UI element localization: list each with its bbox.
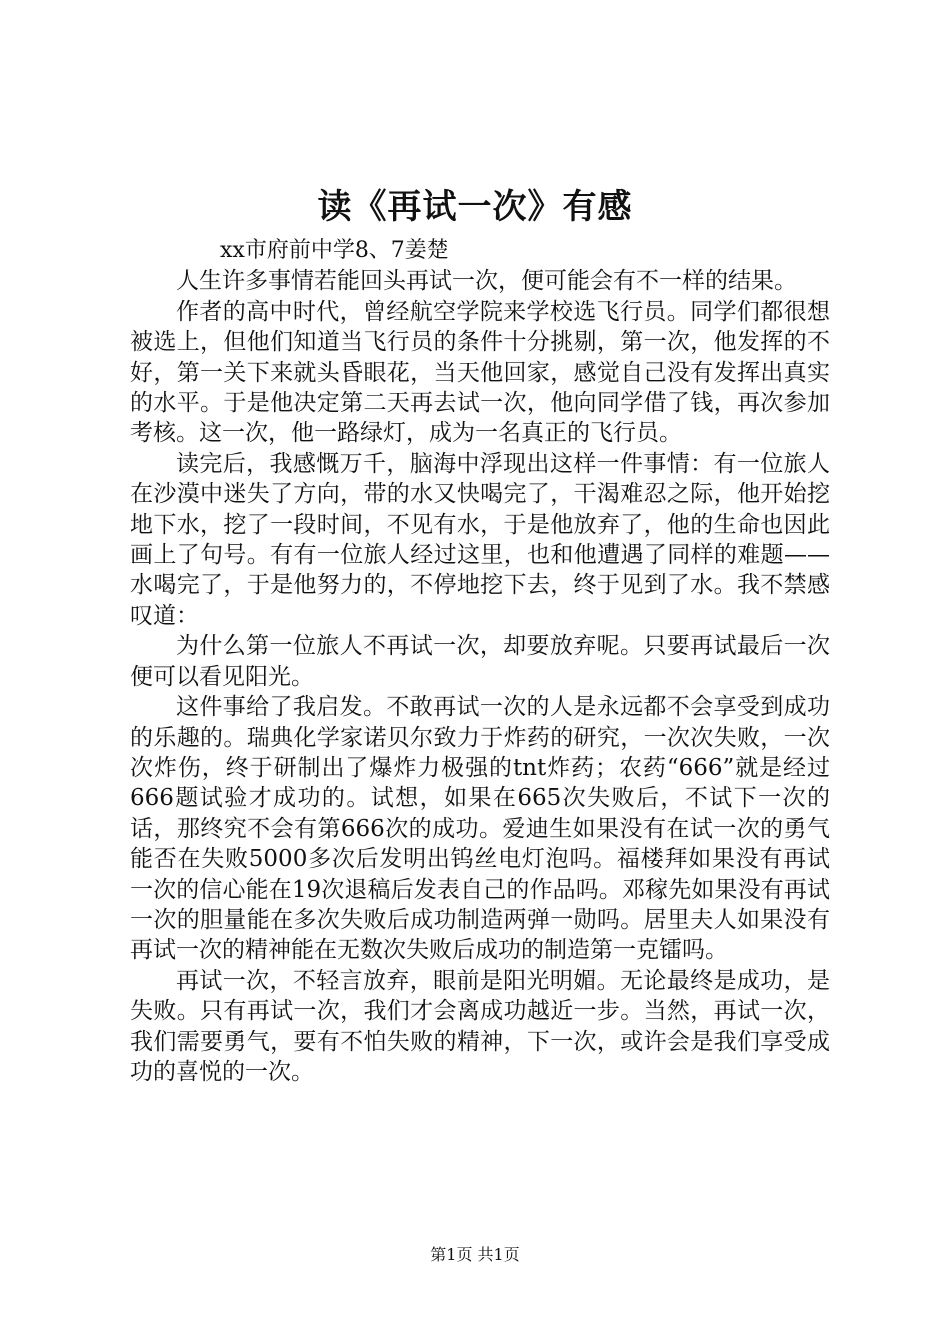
page-footer: 第1页 共1页 <box>430 1245 520 1264</box>
paragraph-1: 人生许多事情若能回头再试一次，便可能会有不一样的结果。 <box>176 268 797 295</box>
paragraph-2: 作者的高中时代，曾经航空学院来学校选飞行员。同学们都很想被选上，但他们知道当飞行员的条件十分挑剔，第一次，他发挥的不好，第一关下来就头昏眼花，当天他回家，感觉自己没有发挥出真实的水平。于是他决定第二天再去试一次，他向同学借了钱，再次参加考核。这一次，他一路绿灯，成为一名真正的飞行员。 <box>130 298 830 447</box>
document-body <box>130 236 830 1087</box>
paragraph-5: 这件事给了我启发。不敢再试一次的人是永远都不会享受到成功的乐趣的。瑞典化学家诺贝尔致力于炸药的研究，一次次失败，一次次炸伤，终于研制出了爆炸力极强的tnt炸药；农药“666”就是经过666题试验才成功的。试想，如果在665次失败后，不试下一次的话，那终究不会有第666次的成功。爱迪生如果没有在试一次的勇气能否在失败5000多次后发明出钨丝电灯泡吗。福楼拜如果没有再试一次的信心能在19次退稿后发表自己的作品吗。邓稼先如果没有再试一次的胆量能在多次失败后成功制造两弹一勋吗。居里夫人如果没有再试一次的精神能在无数次失败后成功的制造第一克镭吗。 <box>130 694 830 964</box>
document-title: 读《再试一次》有感 <box>317 187 633 227</box>
paragraph-3: 读完后，我感慨万千，脑海中浮现出这样一件事情：有一位旅人在沙漠中迷失了方向，带的水又快喝完了，干渴难忍之际，他开始挖地下水，挖了一段时间，不见有水，于是他放弃了，他的生命也因此画上了句号。有有一位旅人经过这里，也和他遭遇了同样的难题——水喝完了，于是他努力的，不停地挖下去，终于见到了水。我不禁感叹道： <box>130 450 830 629</box>
paragraph-6: 再试一次，不轻言放弃，眼前是阳光明媚。无论最终是成功，是失败。只有再试一次，我们才会离成功越近一步。当然，再试一次，我们需要勇气，要有不怕失败的精神，下一次，或许会是我们享受成功的喜悦的一次。 <box>130 967 830 1085</box>
author-byline: xx市府前中学8、7姜楚 <box>220 238 449 263</box>
paragraph-4: 为什么第一位旅人不再试一次，却要放弃呢。只要再试最后一次便可以看见阳光。 <box>130 633 830 690</box>
